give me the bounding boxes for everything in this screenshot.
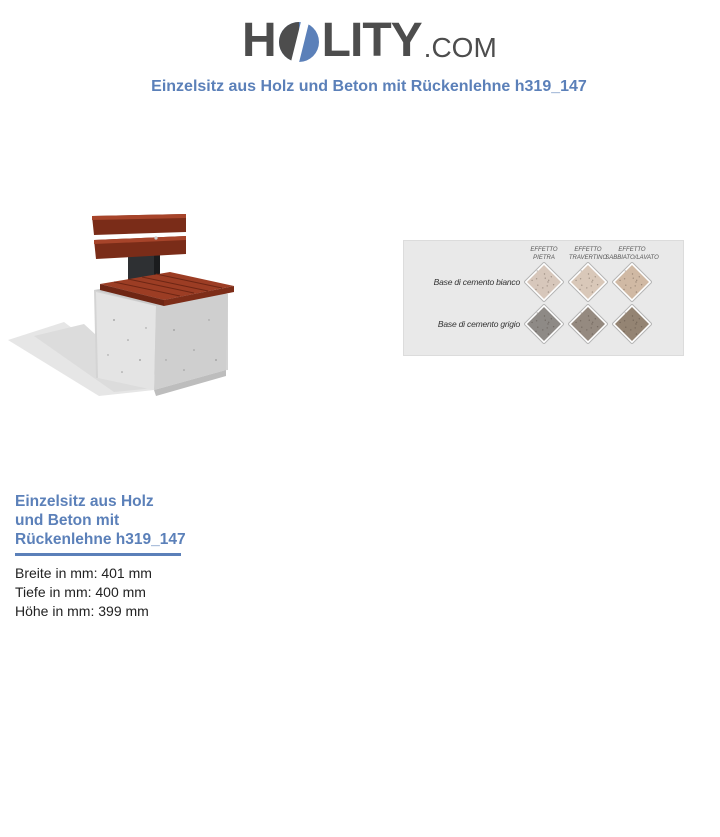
bench-chair-illustration — [4, 200, 254, 410]
product-title-line: und Beton mit — [15, 512, 120, 529]
swatch-row-label: Base di cemento grigio — [437, 319, 520, 329]
spec-depth: Tiefe in mm: 400 mm — [15, 584, 146, 600]
swatch-diamond[interactable] — [568, 304, 608, 344]
logo-suffix: LITY — [321, 14, 422, 67]
color-swatch-panel — [403, 240, 684, 356]
page-title: Einzelsitz aus Holz und Beton mit Rückenlehne h319_147 — [151, 78, 587, 95]
swatch-column-label: EFFETTO PIETRA — [530, 247, 558, 261]
swatch-row-label: Base di cemento bianco — [433, 277, 520, 287]
swatch-diamond[interactable] — [524, 304, 564, 344]
swatch-diamond[interactable] — [612, 304, 652, 344]
logo-o-icon — [277, 14, 321, 68]
holity-logo[interactable] — [242, 10, 497, 68]
swatch-diamond[interactable] — [568, 262, 608, 302]
product-title-line: Rückenlehne h319_147 — [15, 531, 186, 548]
swatch-column-label: EFFETTO TRAVERTINO — [568, 247, 608, 261]
logo-prefix: H — [242, 14, 276, 67]
swatch-diamond[interactable] — [612, 262, 652, 302]
logo-domain: .COM — [423, 32, 497, 63]
product-title — [15, 492, 205, 549]
title-underline — [15, 553, 181, 556]
spec-height: Höhe in mm: 399 mm — [15, 603, 149, 619]
product-title-line: Einzelsitz aus Holz — [15, 493, 154, 510]
swatch-column-label: EFFETTO SABBIATO/LAVATO — [605, 247, 659, 261]
spec-width: Breite in mm: 401 mm — [15, 565, 152, 581]
swatch-diamond[interactable] — [524, 262, 564, 302]
